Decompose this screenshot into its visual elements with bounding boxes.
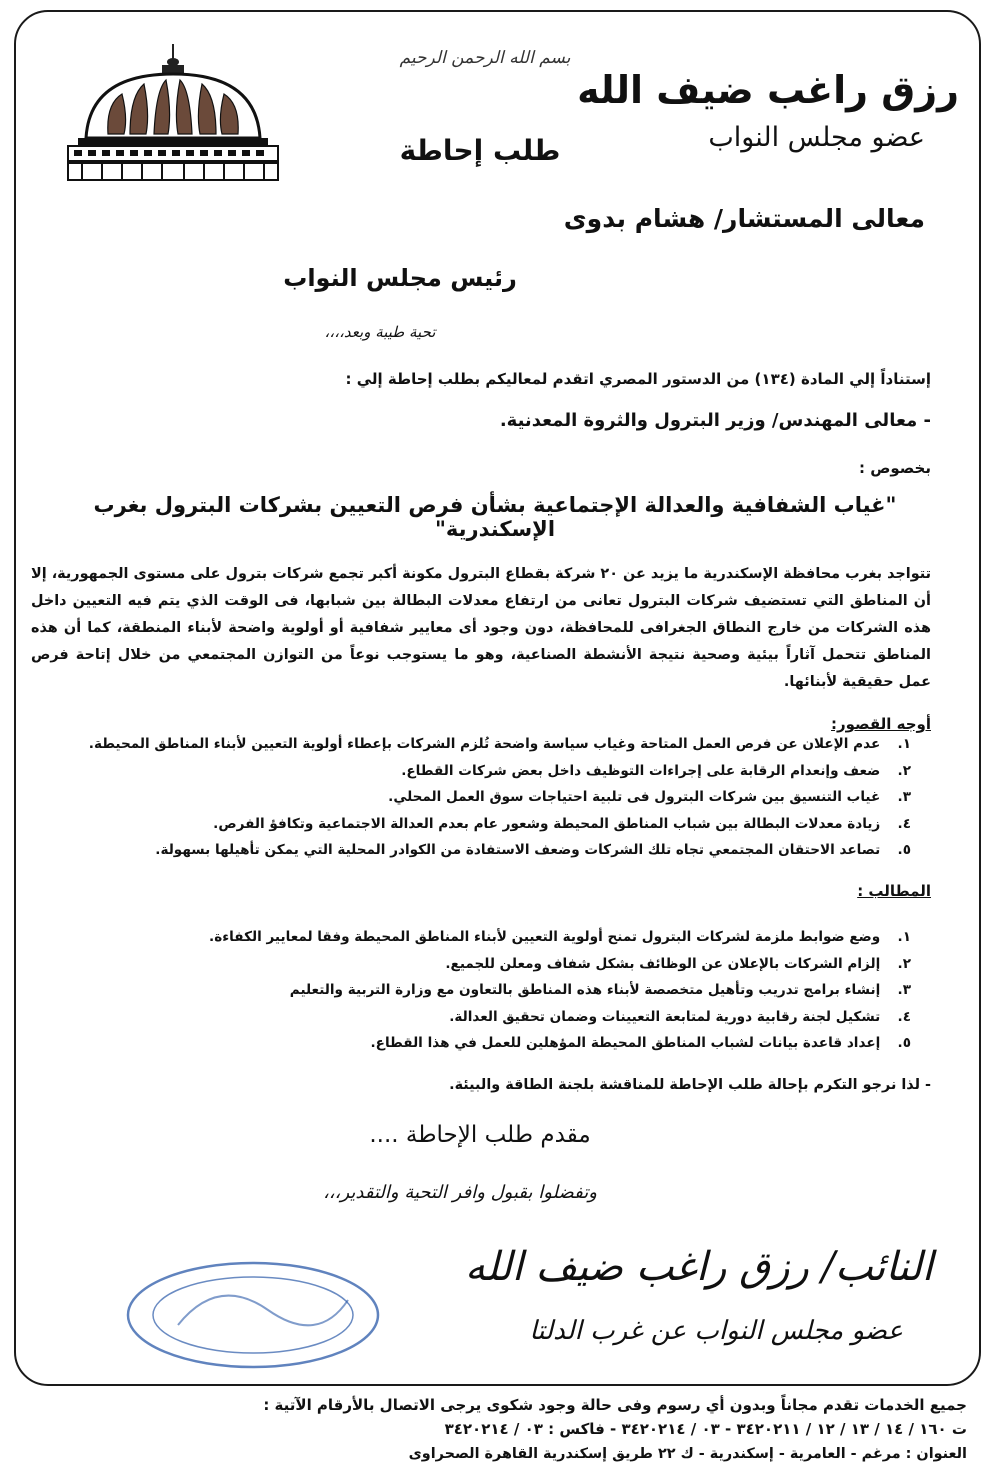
list-item: ٢. إلزام الشركات بالإعلان عن الوظائف بشكل شفاف ومعلن للجميع. bbox=[445, 955, 911, 972]
demands-heading: المطالب : bbox=[857, 882, 931, 900]
addressee-name: معالى المستشار/ هشام بدوى bbox=[563, 204, 925, 233]
list-item: ١. وضع ضوابط ملزمة لشركات البترول تمنح أولوية التعيين لأبناء المناطق المحيطة وفقا لمعايير الكفاءة. bbox=[209, 929, 911, 945]
submitter-label: مقدم طلب الإحاطة .... bbox=[369, 1122, 591, 1148]
footer-phones: ت ١٦٠ / ١٤ / ١٣ / ١٢ / ٣٤٢٠٢١١ - ٠٣ / ٣٤٢٠٢١٤ - فاكس : ٠٣ / ٣٤٢٠٢١٤ bbox=[444, 1420, 967, 1438]
shortcomings-list bbox=[89, 731, 911, 864]
basmala: بسم الله الرحمن الرحيم bbox=[399, 48, 571, 68]
list-item: ٢. ضعف وإنعدام الرقابة على إجراءات التوظيف داخل بعض شركات القطاع. bbox=[401, 762, 911, 779]
legal-basis: إستناداً إلي المادة (١٣٤) من الدستور المصري اتقدم لمعاليكم بطلب إحاطة إلي : bbox=[345, 370, 931, 388]
addressee-role: رئيس مجلس النواب bbox=[283, 264, 517, 292]
mp-title: عضو مجلس النواب bbox=[708, 122, 925, 153]
recipient-minister: - معالى المهندس/ وزير البترول والثروة المعدنية. bbox=[499, 410, 931, 431]
signature-title: عضو مجلس النواب عن غرب الدلتا bbox=[529, 1316, 903, 1346]
regards-line: وتفضلوا بقبول وافر التحية والتقدير،،، bbox=[323, 1182, 597, 1203]
list-item: ٤. تشكيل لجنة رقابية دورية لمتابعة التعيينات وضمان تحقيق العدالة. bbox=[449, 1008, 911, 1025]
document-type: طلب إحاطة bbox=[399, 134, 561, 167]
list-item: ٣. غياب التنسيق بين شركات البترول فى تلبية احتياجات سوق العمل المحلي. bbox=[388, 789, 911, 805]
list-item: ١. عدم الإعلان عن فرص العمل المتاحة وغياب سياسة واضحة تُلزم الشركات بإعطاء أولوية التعيين لأبناء المناطق المحيطة. bbox=[88, 736, 911, 752]
list-item: ٣. إنشاء برامج تدريب وتأهيل متخصصة لأبناء هذه المناطق بالتعاون مع وزارة التربية والتعليم bbox=[289, 982, 911, 998]
parliament-dome-logo bbox=[38, 38, 308, 188]
signature-name: النائب/ رزق راغب ضيف الله bbox=[464, 1244, 933, 1290]
greeting: تحية طيبة وبعد،،،، bbox=[324, 323, 436, 341]
list-item: ٥. إعداد قاعدة بيانات لشباب المناطق المحيطة المؤهلين للعمل في هذا القطاع. bbox=[370, 1035, 911, 1051]
regarding-label: بخصوص : bbox=[858, 459, 931, 477]
shortcomings-heading: أوجه القصور: bbox=[831, 715, 931, 733]
official-stamp bbox=[118, 1255, 388, 1375]
demands-list bbox=[209, 924, 911, 1057]
subject-line: "غياب الشفافية والعدالة الإجتماعية بشأن فرص التعيين بشركات البترول بغرب الإسكندرية" bbox=[93, 493, 897, 541]
footer-services: جميع الخدمات تقدم مجاناً وبدون أي رسوم وفى حالة وجود شكوى يرجى الاتصال بالأرقام الآتية : bbox=[263, 1396, 967, 1414]
list-item: ٥. تصاعد الاحتقان المجتمعي تجاه تلك الشركات وضعف الاستفادة من الكوادر المحلية التي يمكن تأهيلها بسهولة. bbox=[155, 842, 911, 858]
closing-request: - لذا نرجو التكرم بإحالة طلب الإحاطة للمناقشة بلجنة الطاقة والبيئة. bbox=[449, 1077, 931, 1093]
mp-name: رزق راغب ضيف الله bbox=[577, 68, 959, 112]
intro-paragraph: تتواجد بغرب محافظة الإسكندرية ما يزيد عن ٢٠ شركة بقطاع البترول مكونة أكبر تجمع شركات بترول على مستوى الجمهورية، إلا أن المناطق التي تستضيف شركات البترول تعانى من ارتفاع معدلات البطالة بين شبابها، فى الوقت الذي يتم فيه التعيين داخل هذه الشركات من خارج النطاق الجغرافى للمحافظة، دون وجود أى معايير شفافية أو أولوية واضحة لأبناء المنطقة، كما أن هذه المناطق تتحمل آثاراً بيئية وصحية نتيجة الأنشطة الصناعية، وهو ما يستوجب نوعاً من التوازن المجتمعي من خلال إتاحة فرص عمل حقيقية لأبنائها. bbox=[31, 566, 932, 690]
footer-address: العنوان : مرغم - العامرية - إسكندرية - ك ٢٢ طريق إسكندرية القاهرة الصحراوى bbox=[408, 1446, 967, 1462]
list-item: ٤. زيادة معدلات البطالة بين شباب المناطق المحيطة وشعور عام بعدم العدالة الاجتماعية وتكافؤ الفرص. bbox=[213, 815, 911, 832]
